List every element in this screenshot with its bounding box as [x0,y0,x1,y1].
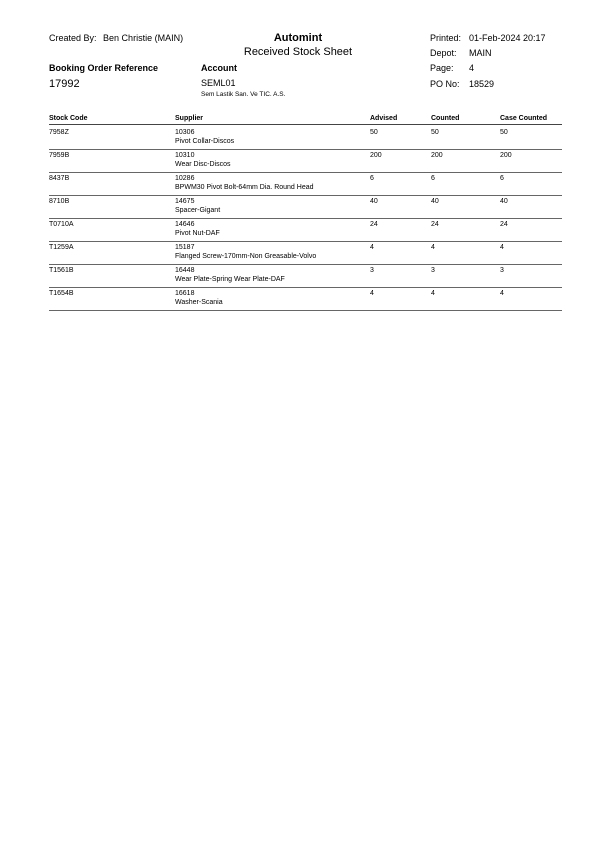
counted-cell: 200 [431,152,443,159]
supplier-number-cell: 14675 [175,198,195,205]
case-counted-cell: 50 [500,129,508,136]
account-code: SEML01 [201,78,236,88]
item-description-cell: Wear Disc-Discos [175,161,231,168]
created-by [49,33,183,43]
stock-code-cell: T1654B [49,290,74,297]
depot-label: Depot: [430,48,457,58]
table-row [49,195,562,219]
counted-cell: 40 [431,198,439,205]
case-counted-cell: 24 [500,221,508,228]
counted-cell: 6 [431,175,435,182]
table-row [49,241,562,265]
table-row [49,149,562,173]
table-row [49,172,562,196]
item-description-cell: Spacer-Gigant [175,207,221,214]
item-description-cell: Pivot Nut-DAF [175,230,220,237]
supplier-number-cell: 16448 [175,267,195,274]
counted-cell: 3 [431,267,435,274]
sheet-title: Received Stock Sheet [243,46,353,58]
counted-cell: 4 [431,244,435,251]
stock-code-cell: 8437B [49,175,70,182]
case-counted-cell: 4 [500,290,504,297]
case-counted-cell: 200 [500,152,512,159]
printed-label: Printed: [430,33,462,43]
printed-value: 01-Feb-2024 20:17 [469,33,546,43]
item-description-cell: Pivot Collar-Discos [175,138,235,145]
booking-ref-value: 17992 [49,78,80,90]
col-case-counted: Case Counted [500,115,548,122]
col-counted: Counted [431,115,460,122]
case-counted-cell: 3 [500,267,504,274]
page-label: Page: [430,63,454,73]
counted-cell: 4 [431,290,435,297]
po-label: PO No: [430,79,460,89]
stock-code-cell: 7958Z [49,129,69,136]
stock-code-cell: 8710B [49,198,70,205]
depot-value: MAIN [469,48,492,58]
supplier-number-cell: 10286 [175,175,195,182]
col-supplier: Supplier [175,115,204,122]
advised-cell: 200 [370,152,382,159]
advised-cell: 24 [370,221,378,228]
item-description-cell: Wear Plate-Spring Wear Plate-DAF [175,276,285,283]
page-value: 4 [469,63,475,73]
supplier-number-cell: 10310 [175,152,195,159]
created-by-value: Ben Christie (MAIN) [103,33,184,43]
case-counted-cell: 6 [500,175,504,182]
stock-code-cell: T1259A [49,244,74,251]
item-description-cell: Flanged Screw-170mm-Non Greasable-Volvo [175,253,317,260]
advised-cell: 4 [370,290,374,297]
supplier-number-cell: 10306 [175,129,195,136]
supplier-number-cell: 14646 [175,221,195,228]
case-counted-cell: 40 [500,198,508,205]
created-by-label: Created By: [49,33,97,43]
booking-ref-label: Booking Order Reference [49,63,159,73]
counted-cell: 50 [431,129,439,136]
account-label: Account [201,63,237,73]
item-description-cell: BPWM30 Pivot Bolt-64mm Dia. Round Head [175,184,314,191]
table-row [49,264,562,288]
table-row [49,287,562,311]
advised-cell: 6 [370,175,374,182]
header-rule [49,124,562,125]
col-advised: Advised [370,115,398,122]
table-row [49,126,562,150]
supplier-number-cell: 16618 [175,290,195,297]
item-description-cell: Washer-Scania [175,299,223,306]
supplier-number-cell: 15187 [175,244,195,251]
advised-cell: 4 [370,244,374,251]
company-name: Automint [273,32,323,44]
table-row [49,218,562,242]
advised-cell: 50 [370,129,378,136]
account-name: Sem Lastik San. Ve TIC. A.S. [201,91,286,98]
stock-code-cell: T1561B [49,267,74,274]
col-stock-code: Stock Code [49,115,88,122]
advised-cell: 40 [370,198,378,205]
po-value: 18529 [469,79,495,89]
stock-code-cell: 7959B [49,152,70,159]
stock-code-cell: T0710A [49,221,74,228]
advised-cell: 3 [370,267,374,274]
counted-cell: 24 [431,221,439,228]
case-counted-cell: 4 [500,244,504,251]
